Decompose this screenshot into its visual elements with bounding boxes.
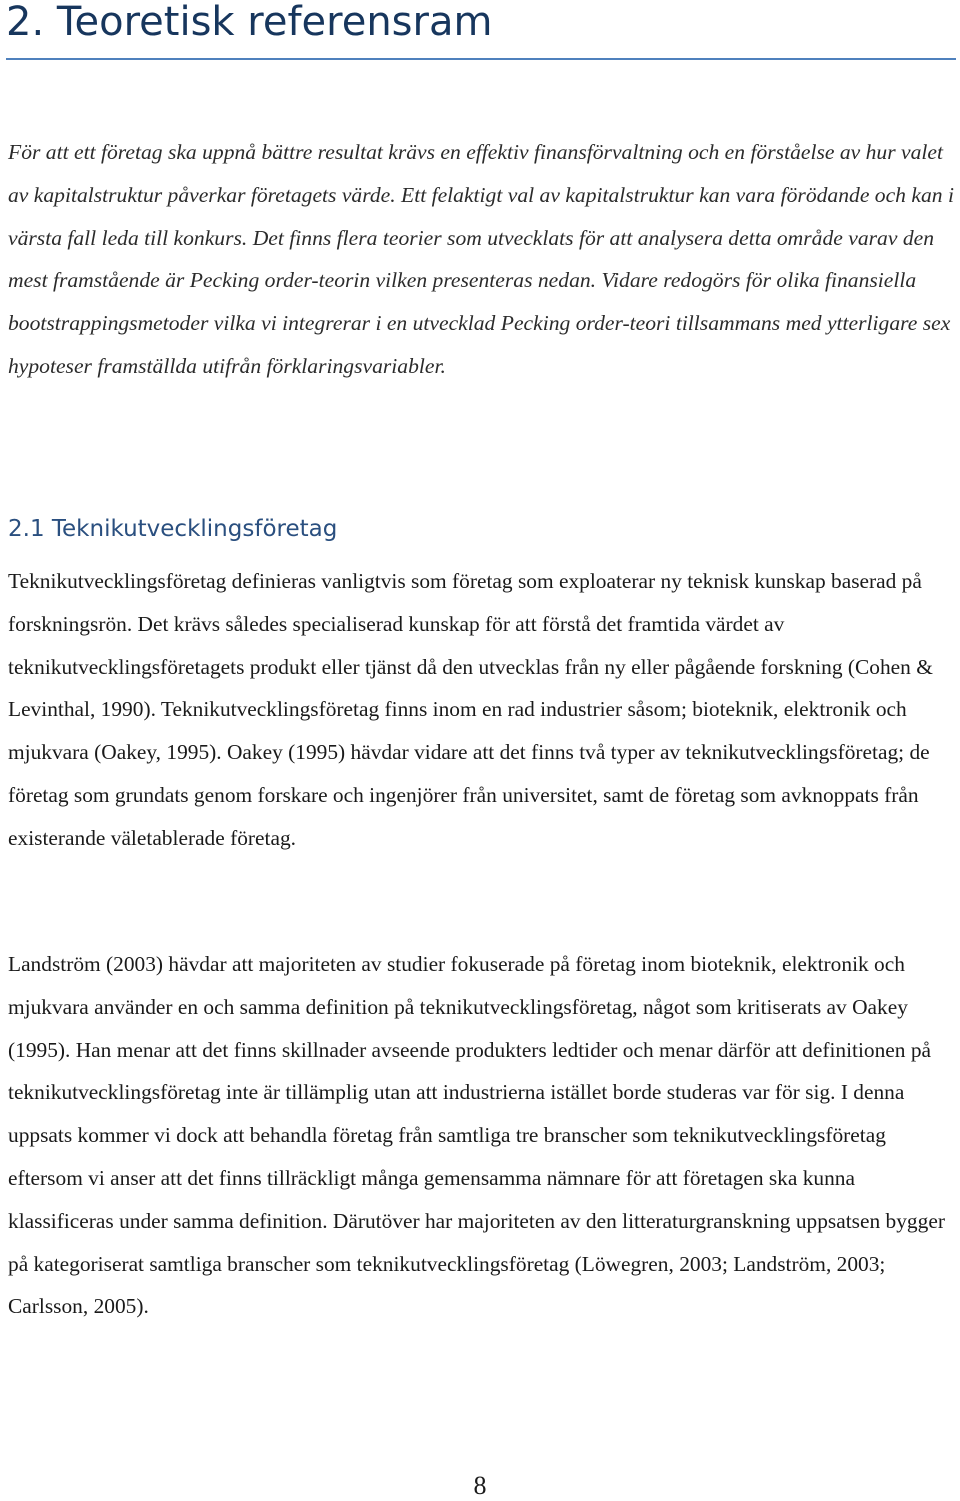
section-heading: 2.1 Teknikutvecklingsföretag bbox=[8, 516, 338, 542]
title-underline bbox=[6, 58, 956, 60]
section-paragraph-2: Landström (2003) hävdar att majoriteten av studier fokuserade på företag inom bioteknik, elektronik och mjukvara använder en och samma definition på teknikutvecklingsföretag, något som kritiserats av Oakey (1995). Han menar att det finns skillnader avseende produkters ledtider och menar därför att definitionen på teknikutvecklingsföretag inte är tillämplig utan att industrierna istället borde studeras var för sig. I denna uppsats kommer vi dock att behandla företag från samtliga tre branscher som teknikutvecklingsföretag eftersom vi anser att det finns tillräckligt många gemensamma nämnare för att företagen ska kunna klassificeras under samma definition. Därutöver har majoriteten av den litteraturgranskning uppsatsen bygger på kategoriserat samtliga branscher som teknikutvecklingsföretag (Löwegren, 2003; Landström, 2003; Carlsson, 2005). bbox=[8, 952, 945, 1319]
section-paragraph-1: Teknikutvecklingsföretag definieras vanligtvis som företag som exploaterar ny teknisk kunskap baserad på forskningsrön. Det krävs således specialiserad kunskap för att förstå det framtida värdet av teknikutvecklingsföretagets produkt eller tjänst då den utvecklas från ny eller pågående forskning (Cohen & Levinthal, 1990). Teknikutvecklingsföretag finns inom en rad industrier såsom; bioteknik, elektronik och mjukvara (Oakey, 1995). Oakey (1995) hävdar vidare att det finns två typer av teknikutvecklingsföretag; de företag som grundats genom forskare och ingenjörer från universitet, samt de företag som avknoppats från existerande väletablerade företag. bbox=[8, 569, 933, 850]
page-number: 8 bbox=[473, 1471, 487, 1500]
chapter-intro-paragraph: För att ett företag ska uppnå bättre resultat krävs en effektiv finansförvaltning och en förståelse av hur valet av kapitalstruktur påverkar företagets värde. Ett felaktigt val av kapitalstruktur kan vara förödande och kan i värsta fall leda till konkurs. Det finns flera teorier som utvecklats för att analysera detta område varav den mest framstående är Pecking order-teorin vilken presenteras nedan. Vidare redogörs för olika finansiella bootstrappingsmetoder vilka vi integrerar i en utvecklad Pecking order-teori tillsammans med ytterligare sex hypoteser framställda utifrån förklaringsvariabler. bbox=[8, 140, 954, 378]
chapter-title: 2. Teoretisk referensram bbox=[6, 0, 493, 45]
